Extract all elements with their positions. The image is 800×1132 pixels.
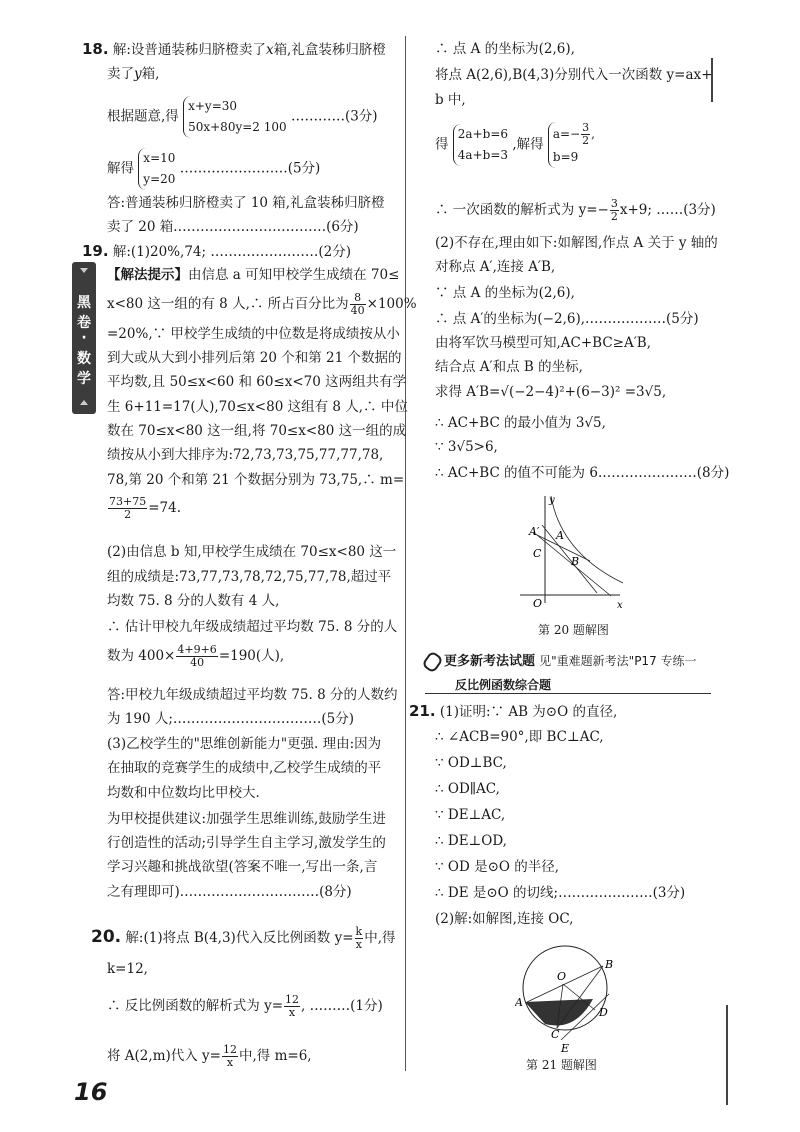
text: ∵ 3√5>6, xyxy=(435,439,498,455)
more-header xyxy=(425,652,697,671)
numerator: 4+9+6 xyxy=(177,643,217,656)
text: x<80 这一组的有 8 人,∴ 所占百分比为 xyxy=(107,296,349,312)
fraction xyxy=(355,926,364,951)
text: =74. xyxy=(148,500,181,516)
text: ∵ DE⊥AC, xyxy=(435,807,506,823)
q19-line xyxy=(107,644,284,669)
q20-line xyxy=(435,310,699,328)
fraction xyxy=(581,122,590,147)
text: 到大或从大到小排列后第 20 个和第 21 个数据的 xyxy=(107,350,402,366)
text: a=− xyxy=(552,127,581,141)
denominator: x xyxy=(226,1056,234,1069)
fraction xyxy=(108,496,147,521)
page-number: 16 xyxy=(74,1078,108,1106)
text: , xyxy=(591,127,595,141)
text: (1)证明:∵ AB 为⊙O 的直径, xyxy=(439,704,618,720)
text: 均数和中位数均比甲校大. xyxy=(107,785,260,801)
q21-line xyxy=(409,702,617,721)
text: 绩按从小到大排序为:72,73,73,75,77,77,78, xyxy=(107,447,384,463)
text: 均数 75. 8 分的人数有 4 人, xyxy=(107,593,280,609)
text: =190(人), xyxy=(218,648,285,664)
text: 结合点 A′和点 B 的坐标, xyxy=(435,359,583,375)
text: ∴ 点 A′的坐标为(−2,6), xyxy=(435,311,586,327)
score: …………………(8分) xyxy=(602,465,730,481)
denominator: 40 xyxy=(350,304,365,317)
q19-line xyxy=(82,242,351,261)
equation: x=10 xyxy=(143,151,176,165)
denominator: 2 xyxy=(610,210,618,223)
score: ……(3分) xyxy=(656,202,716,218)
equation: x+y=30 xyxy=(188,99,238,113)
text: 解:(1)20%,74; xyxy=(112,244,207,260)
side-tab-char: 黑 xyxy=(77,295,91,311)
text: x+9; xyxy=(619,202,652,218)
score: ……………………………(5分) xyxy=(172,711,355,727)
q19-line xyxy=(107,266,399,284)
triangle-down-icon xyxy=(80,268,88,273)
score: ……………………(2分) xyxy=(210,244,351,260)
side-tab-char: 学 xyxy=(77,371,91,387)
q19-line xyxy=(107,292,417,317)
fraction xyxy=(176,644,217,669)
point-label-a-prime: A′ xyxy=(529,525,540,538)
more-reference: 见"重难题新考法"P17 专练一 xyxy=(539,654,697,668)
text: 行创造性的活动;引导学生自主学习,激发学生的 xyxy=(107,835,386,851)
numerator: 3 xyxy=(610,197,618,210)
q20-system xyxy=(435,122,595,168)
score: ………(1分) xyxy=(309,998,383,1014)
text: 箱,礼盒装秭归脐橙 xyxy=(273,42,386,58)
axis-label-x: x xyxy=(617,600,623,611)
more-topic: 反比例函数综合题 xyxy=(455,678,552,692)
link-icon xyxy=(421,650,444,673)
text: 解:设普通装秭归脐橙卖了 xyxy=(112,42,266,58)
numerator: 3 xyxy=(582,121,590,134)
text: 在抽取的竞赛学生的成绩中,乙校学生成绩的平 xyxy=(107,760,382,776)
q20-line xyxy=(91,926,396,951)
score: …………(3分) xyxy=(290,108,378,125)
q18-line xyxy=(107,218,359,236)
text: ∵ OD 是⊙O 的半径, xyxy=(435,859,560,875)
equation-system xyxy=(183,96,287,138)
point-label-b: B xyxy=(571,555,580,568)
score: ………………(5分) xyxy=(585,311,699,327)
fraction xyxy=(610,198,619,223)
text: 将点 A(2,6),B(4,3)分别代入一次函数 y=ax+ xyxy=(435,67,713,83)
text: 求得 A′B=√(−2−4)²+(6−3)² =3√5, xyxy=(435,384,667,400)
q19-line xyxy=(107,496,181,521)
text: ∴ ∠ACB=90°,即 BC⊥AC, xyxy=(435,729,604,745)
edge-mark xyxy=(726,1005,728,1105)
text: 对称点 A′,连接 A′B, xyxy=(435,259,556,275)
triangle-up-icon xyxy=(80,400,88,405)
text: ∴ AC+BC 的值不可能为 6. xyxy=(435,465,603,481)
equation: b=9 xyxy=(552,150,579,164)
text: 由将军饮马模型可知,AC+BC≥A′B, xyxy=(435,335,652,351)
text: 学习兴趣和挑战欲望(答案不唯一,写出一条,言 xyxy=(107,859,378,875)
q19-line xyxy=(107,883,352,901)
text: 由信息 a 可知甲校学生成绩在 70≤ xyxy=(188,267,400,283)
numerator: 8 xyxy=(350,292,366,305)
text: 数在 70≤x<80 这一组,将 70≤x<80 这一组的成 xyxy=(107,423,407,439)
equation: 50x+80y=2 100 xyxy=(188,120,287,134)
q21-line xyxy=(435,884,685,902)
figure-caption: 第 20 题解图 xyxy=(538,623,609,637)
answer-text: 卖了 20 箱. xyxy=(107,219,178,235)
numerator: 73+75 xyxy=(109,495,147,508)
text: 78,第 20 个和第 21 个数据分别为 73,75,∴ m= xyxy=(107,472,405,488)
q18-solution xyxy=(107,148,320,190)
numerator: 12 xyxy=(285,993,300,1006)
fraction xyxy=(222,1044,238,1069)
denominator: x xyxy=(355,938,362,951)
text: 箱, xyxy=(141,66,160,82)
point-label-e: E xyxy=(561,1042,570,1055)
text: 答:甲校九年级成绩超过平均数 75. 8 分的人数约 xyxy=(107,687,398,703)
denominator: 40 xyxy=(190,656,205,669)
q18-line xyxy=(82,40,386,59)
point-label-a: A xyxy=(515,996,523,1009)
figure-21 xyxy=(515,936,625,1056)
text: ∴ 点 A 的坐标为(2,6), xyxy=(435,41,575,57)
answer-text: 答:普通装秭归脐橙卖了 10 箱,礼盒装秭归脐橙 xyxy=(107,195,385,211)
point-label-c: C xyxy=(533,547,542,560)
axis-label-y: y xyxy=(549,495,555,506)
column-divider xyxy=(405,36,406,1071)
q18-line xyxy=(107,65,159,83)
text: ∴ 反比例函数的解析式为 y= xyxy=(107,998,284,1014)
q18-system xyxy=(107,96,378,138)
point-label-o: O xyxy=(557,970,567,983)
fraction xyxy=(350,292,366,317)
variable: y xyxy=(134,66,142,82)
text: 生 6+11=17(人),70≤x<80 这组有 8 人,∴ 中位 xyxy=(107,399,408,415)
figure-caption: 第 21 题解图 xyxy=(526,1058,597,1072)
question-number: 20. xyxy=(91,927,122,947)
text: 为 190 人; xyxy=(107,711,173,727)
text: 将 A(2,m)代入 y= xyxy=(107,1048,221,1064)
text: ×100% xyxy=(366,296,417,312)
text: (3)乙校学生的"思维创新能力"更强. 理由:因为 xyxy=(107,736,382,752)
text: (2)解:如解图,连接 OC, xyxy=(435,911,574,927)
point-label-b: B xyxy=(605,958,614,971)
text: ∴ AC+BC 的最小值为 3√5, xyxy=(435,415,606,431)
equation: 2a+b=6 xyxy=(457,127,509,141)
point-label-a: A xyxy=(556,529,564,542)
text: k=12, xyxy=(107,961,148,977)
numerator: 12 xyxy=(223,1043,237,1056)
text: ∴ 一次函数的解析式为 y=− xyxy=(435,202,609,218)
text: 为甲校提供建议:加强学生思维训练,鼓励学生进 xyxy=(107,811,386,827)
q19-line xyxy=(107,710,354,728)
q20-line xyxy=(107,994,383,1019)
fraction xyxy=(284,994,300,1019)
text: 组的成绩是:73,77,73,78,72,75,77,78,超过平 xyxy=(107,569,392,585)
denominator: 2 xyxy=(124,508,132,521)
numerator: k xyxy=(355,925,363,938)
origin-label: O xyxy=(533,597,543,610)
text: b 中, xyxy=(435,92,466,108)
hint-tag: 【解法提示】 xyxy=(107,267,188,283)
text: 解得 xyxy=(107,160,134,177)
text: =20%,∵ 甲校学生成绩的中位数是将成绩按从小 xyxy=(107,326,400,342)
text: ∴ DE 是⊙O 的切线; xyxy=(435,885,559,901)
equation-system xyxy=(453,124,508,166)
text: 之有理即可). xyxy=(107,884,185,900)
q20-line xyxy=(435,464,729,482)
text: 中,得 xyxy=(364,930,396,946)
line-ac xyxy=(542,525,597,593)
q20-line xyxy=(107,1044,312,1069)
point-label-c: C xyxy=(551,1028,560,1041)
point-label-d: D xyxy=(599,1006,608,1019)
solution-system xyxy=(548,122,595,168)
denominator: 2 xyxy=(582,134,590,147)
text: 得 xyxy=(435,136,449,153)
text: ,解得 xyxy=(512,136,544,153)
score: …………………………(8分) xyxy=(184,884,352,900)
text: 数为 400× xyxy=(107,648,176,664)
variable: x xyxy=(265,42,274,58)
text: ∵ 点 A 的坐标为(2,6), xyxy=(435,285,575,301)
score: ……………………(5分) xyxy=(179,160,321,177)
question-number: 18. xyxy=(82,40,109,58)
figure-20 xyxy=(515,493,625,618)
text: ∴ DE⊥OD, xyxy=(435,833,507,849)
question-number: 21. xyxy=(409,702,436,720)
side-tab-char: 卷 xyxy=(77,315,91,331)
q20-line xyxy=(435,198,716,223)
text: 根据题意,得 xyxy=(107,108,179,125)
equation: y=20 xyxy=(143,172,176,186)
more-title: 更多新考法试题 xyxy=(444,654,536,669)
denominator: x xyxy=(288,1006,296,1019)
side-tab-dot: · xyxy=(81,330,87,346)
text: 卖了 xyxy=(107,66,134,82)
text: 中,得 m=6, xyxy=(239,1048,312,1064)
score: ……………………………(6分) xyxy=(177,219,359,235)
text: ∴ 估计甲校九年级成绩超过平均数 75. 8 分的人 xyxy=(107,619,398,635)
subject-side-tab xyxy=(72,262,96,414)
text: , xyxy=(301,998,306,1014)
text: (2)由信息 b 知,甲校学生成绩在 70≤x<80 这一 xyxy=(107,544,397,560)
question-number: 19. xyxy=(82,242,109,260)
equation xyxy=(553,122,595,147)
score: …………………(3分) xyxy=(558,885,686,901)
equation: 4a+b=3 xyxy=(457,148,509,162)
text: ∵ OD⊥BC, xyxy=(435,755,507,771)
text: ∴ OD∥AC, xyxy=(435,781,500,797)
solution-system xyxy=(138,148,175,190)
text: 解:(1)将点 B(4,3)代入反比例函数 y= xyxy=(125,930,354,946)
text: (2)不存在,理由如下:如解图,作点 A 关于 y 轴的 xyxy=(435,235,718,251)
more-underline xyxy=(425,693,711,694)
side-tab-char: 数 xyxy=(77,351,91,367)
text: 平均数,且 50≤x<60 和 60≤x<70 这两组共有学 xyxy=(107,374,407,390)
